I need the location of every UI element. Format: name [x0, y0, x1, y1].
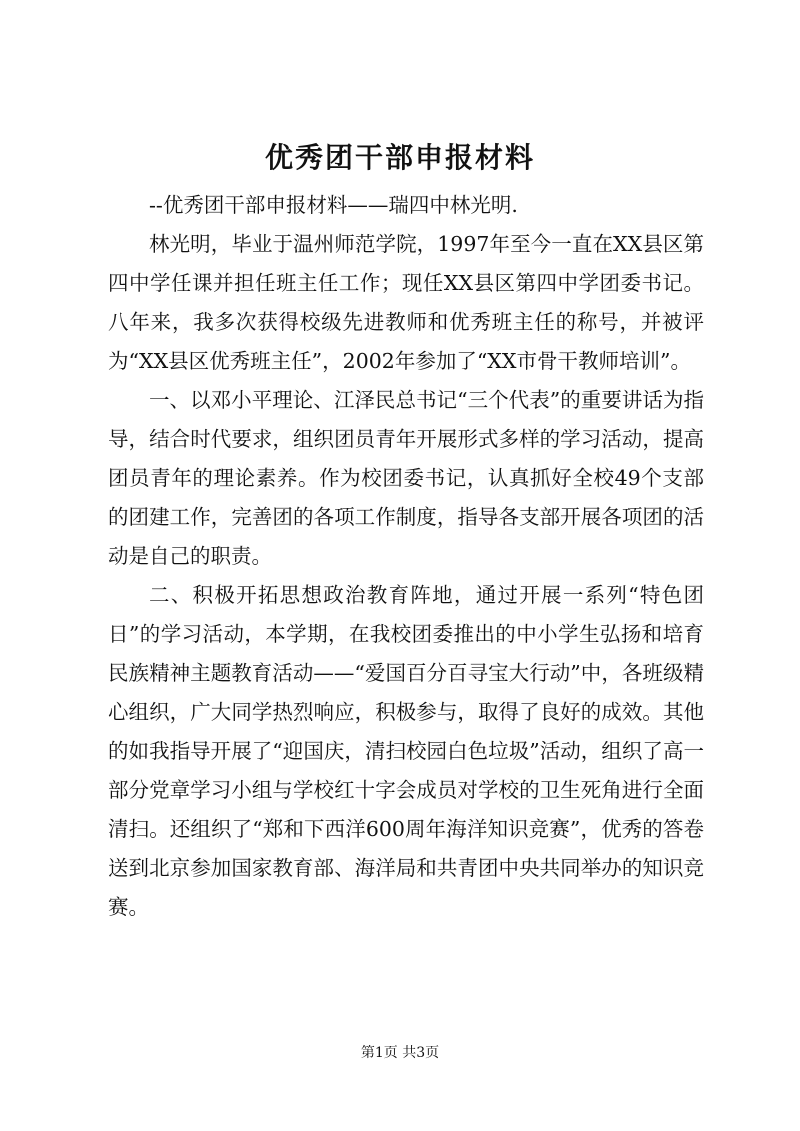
intro-paragraph: 林光明，毕业于温州师范学院，1997年至今一直在XX县区第四中学任课并担任班主任工作；现任XX县区第四中学团委书记。八年来，我多次获得校级先进教师和优秀班主任的称号，并被评为“XX县区优秀班主任”，2002年参加了“XX市骨干教师培训”。	[108, 232, 704, 373]
page-footer: 第1页 共3页	[360, 1045, 440, 1061]
subtitle-paragraph: --优秀团干部申报材料——瑞四中林光明.	[149, 193, 518, 217]
document-body	[108, 186, 704, 927]
section-one-paragraph: 一、以邓小平理论、江泽民总书记“三个代表”的重要讲话为指导，结合时代要求，组织团员青年开展形式多样的学习活动，提高团员青年的理论素养。作为校团委书记，认真抓好全校49个支部的团建工作，完善团的各项工作制度，指导各支部开展各项团的活动是自己的职责。	[108, 388, 704, 568]
section-two-paragraph: 二、积极开拓思想政治教育阵地，通过开展一系列“特色团日”的学习活动，本学期，在我校团委推出的中小学生弘扬和培育民族精神主题教育活动——“爱国百分百寻宝大行动”中，各班级精心组织，广大同学热烈响应，积极参与，取得了良好的成效。其他的如我指导开展了“迎国庆，清扫校园白色垃圾”活动，组织了高一部分党章学习小组与学校红十字会成员对学校的卫生死角进行全面清扫。还组织了“郑和下西洋600周年海洋知识竞赛”，优秀的答卷送到北京参加国家教育部、海洋局和共青团中央共同举办的知识竞赛。	[108, 583, 704, 919]
page-title: 优秀团干部申报材料	[264, 141, 535, 174]
